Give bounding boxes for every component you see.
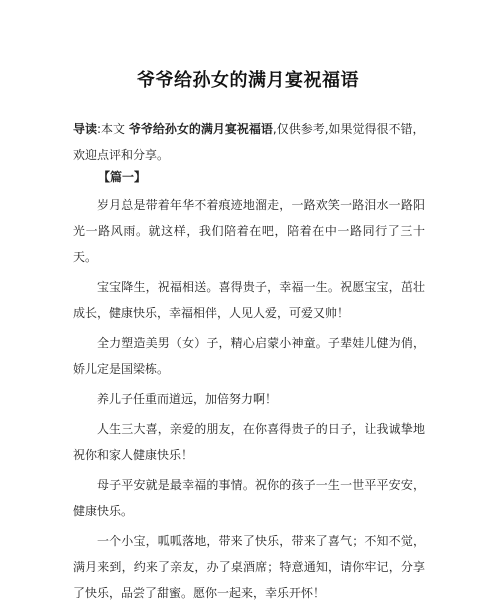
document-title: 爷爷给孙女的满月宴祝福语: [137, 70, 359, 91]
paragraph: 宝宝降生，祝福相送。喜得贵子，幸福一生。祝愿宝宝，茁壮成长，健康快乐，幸福相伴，人见人爱，可爱又帅！: [73, 280, 425, 320]
intro-lead: 导读: [73, 122, 98, 136]
paragraph: 岁月总是带着年华不着痕迹地溜走，一路欢笑一路泪水一路阳光一路风雨。就这样，我们陪着在吧，陪着在中一路同行了三十天。: [73, 198, 425, 264]
intro-suffix: ,仅供参考,如果觉得很不错，欢迎点评和分享。: [73, 122, 425, 162]
section-label: 【篇一】: [98, 170, 147, 184]
paragraph: 一个小宝，呱呱落地，带来了快乐，带来了喜气；不知不觉，满月来到，约来了亲友，办了桌酒席；特意通知，请你牢记，分享了快乐，品尝了甜蜜。愿你一起来，幸乐开怀！: [73, 534, 425, 600]
paragraph: 母子平安就是最幸福的事情。祝你的孩子一生一世平平安安，健康快乐。: [73, 478, 425, 518]
intro-bold-title: 爷爷给孙女的满月宴祝福语: [128, 122, 273, 136]
paragraph: 人生三大喜，亲爱的朋友，在你喜得贵子的日子，让我诚挚地祝你和家人健康快乐！: [73, 422, 425, 462]
paragraph: 养儿子任重而道远，加倍努力啊！: [97, 392, 278, 406]
intro-paragraph: [73, 116, 425, 168]
paragraph: 全力塑造美男（女）子，精心启蒙小神童。子辈娃儿健为俏，娇儿定是国梁栋。: [73, 336, 425, 376]
body-text: [73, 192, 425, 610]
intro-prefix: :本文: [97, 122, 126, 136]
